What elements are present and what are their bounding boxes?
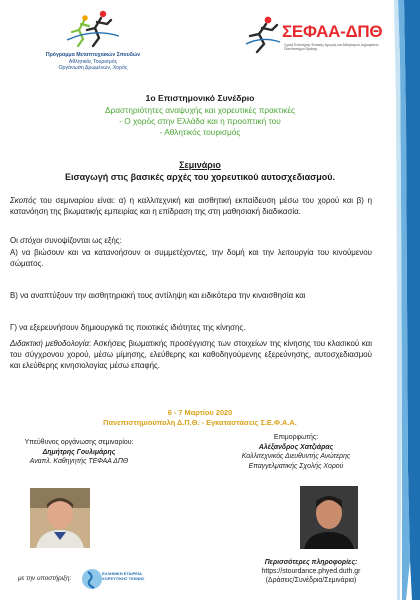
trainer-block	[216, 433, 376, 471]
conference-line-1: Δραστηριότητες αναψυχής και χορευτικές πρακτικές	[104, 105, 296, 115]
conference-line-2: - Ο χορός στην Ελλάδα και η προοπτική του	[119, 115, 281, 126]
goal-b: Β) να αναπτύξουν την αισθητηριακή τους αντίληψη και ειδικότερα την κιναισθησία και	[10, 291, 306, 300]
trainer-role-1: Καλλιτεχνικός Διευθυντής Ανώτερης	[241, 453, 351, 461]
goals-intro	[10, 236, 372, 247]
dance-society-logo-icon	[80, 566, 104, 592]
info-path: (Δράσεις/Συνέδρια/Σεμινάρια)	[265, 577, 357, 585]
trainer-photo	[300, 486, 358, 549]
info-url[interactable]: https://stourdance.phyed.duth.gr	[261, 568, 361, 576]
goals-lead: στόχοι	[20, 236, 43, 245]
event-venue: Πανεπιστημιούπολη Δ.Π.Θ. - Εγκαταστάσεις Σ.Ε.Φ.Α.Α.	[103, 417, 297, 427]
trainer-name: Αλέξανδρος Χατζιάρας	[258, 443, 334, 451]
event-dates: 6 - 7 Μαρτίου 2020	[167, 408, 233, 417]
school-brand: ΣΕΦΑΑ-ΔΠΘ	[282, 22, 383, 41]
goals-text: συνοψίζονται ως εξής:	[42, 236, 122, 245]
program-logo	[28, 8, 158, 72]
methodology-lead: Διδακτική μεθοδολογία	[10, 339, 89, 348]
seminar-label: Σεμινάριο	[179, 160, 221, 170]
organizer-name: Δημήτρης Γουλιμάρης	[42, 448, 116, 456]
organizer-photo	[30, 488, 90, 548]
trainer-label: Επιμορφωτής:	[273, 434, 319, 441]
methodology-paragraph	[10, 339, 372, 372]
support-logo	[80, 566, 146, 594]
blue-ribbon-decoration	[380, 0, 420, 600]
goal-c: Γ) να εξερευνήσουν δημιουργικά τις ποιοτικές ιδιότητες της κίνησης.	[10, 323, 246, 332]
goals-pre: Οι	[10, 236, 21, 245]
conference-line-3: - Αθλητικός τουρισμός	[159, 126, 241, 137]
purpose-lead: Σκοπός	[10, 196, 37, 205]
program-title: Πρόγραμμα Μεταπτυχιακών Σπουδών	[45, 52, 141, 58]
school-subtitle: Σχολή Επιστήμης Φυσικής Αγωγής και Αθλητισμού Δημοκρίτειο Πανεπιστήμιο Θράκης	[284, 43, 379, 52]
organizer-block	[4, 438, 154, 467]
goal-a: Α) να βιώσουν και να κατανοήσουν οι συμμετέχοντες, την δομή και την λειτουργία του κινούμενου σώματος.	[10, 248, 372, 268]
support-logo-text: ΕΛΛΗΝΙΚΗ ΕΤΑΙΡΕΙΑ ΧΟΡΕΥΤΙΚΗΣ ΤΕΧΝΗΣ	[102, 571, 145, 581]
organizer-label: Υπεύθυνος οργάνωσης σεμιναρίου:	[24, 439, 134, 446]
school-logo	[244, 14, 384, 54]
conference-title: 1ο Επιστημονικό Συνέδριο	[145, 93, 255, 103]
event-details	[0, 408, 400, 428]
conference-subtitle	[0, 105, 400, 138]
organizer-role: Αναπλ. Καθηγητής ΤΕΦΑΑ ΔΠΘ	[29, 458, 129, 466]
trainer-role-2: Επαγγελματικής Σχολής Χορού	[248, 462, 344, 470]
methodology-text: : Ασκήσεις βιωματικής προσέγγισης των στοιχείων της κίνησης του κλασικού και του σύγχρονου χορού, μέσω μίμησης, ελεύθερης και καθοδηγούμενης εξερεύνησης, αυτοσχεδιασμού και ελεύθερης κινησιολογίας μέσω επαφής.	[10, 339, 372, 370]
purpose-text: του σεμιναρίου είναι: α) η καλλιτεχνική και αισθητική εκπαίδευση μέσω του χορού και β) η κατανόηση της βιωματικής εμπειρίας και η επίδραση της στη μαθησιακή διαδικασία.	[10, 196, 372, 216]
runners-icon	[63, 8, 123, 48]
info-label: Περισσότερες πληροφορίες:	[264, 559, 358, 566]
athlete-logo-icon	[244, 14, 284, 54]
program-line-2: Οργάνωση Δρωμένων, Χορός	[58, 65, 128, 71]
program-line-1: Αθλητικός Τουρισμός	[68, 58, 118, 65]
seminar-title: Εισαγωγή στις βασικές αρχές του χορευτικού αυτοσχεδιασμού.	[64, 172, 336, 182]
support-label: με την υποστήριξη:	[18, 575, 72, 582]
purpose-paragraph	[10, 196, 372, 218]
more-info-block	[226, 558, 396, 585]
